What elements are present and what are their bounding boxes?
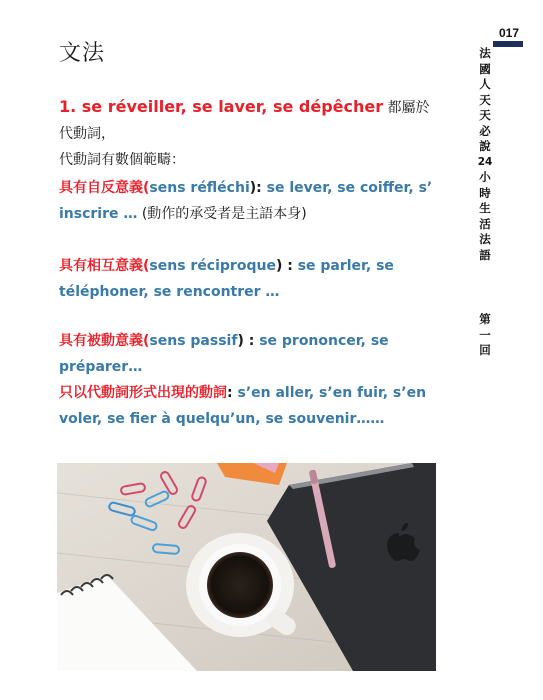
coffee-icon [207,552,273,618]
side-lesson-label [476,312,494,359]
paren: ): [249,180,262,196]
paragraph-text: 代動詞有數個範疇： [59,152,185,168]
desk-photo [57,463,436,671]
side-title-char: 生 [479,201,491,215]
paragraph-passive [59,328,434,380]
french-term: sens réfléchi [149,180,250,196]
side-title-char: 天 [479,92,491,107]
side-title-char: 小 [479,170,491,184]
side-title-char: 國 [479,61,491,76]
examples: se parler, se téléphoner, se rencontrer … [59,258,394,300]
side-title-char: 人 [479,77,491,91]
side-title-char: 法 [479,232,491,246]
french-term: sens réciproque [149,258,276,274]
paren: ( [143,258,150,274]
side-title-char: 時 [479,185,491,200]
side-book-title [476,46,494,263]
paragraph-text: 都屬於代動詞， [59,100,430,142]
side-subtitle-char: 回 [479,343,491,357]
french-term: sens passif [149,333,238,349]
paren: ( [143,333,150,349]
paren: ) : [237,333,260,349]
paragraph-reciprocal [59,253,434,305]
colon: : [227,385,233,401]
examples: s’en aller, s’en fuir, s’en voler, se fier à quelqu’un, se souvenir…… [59,385,427,427]
page-number: 017 [498,26,520,40]
note: (動作的承受者是主語本身) [137,206,307,222]
paragraph-pronominal-only [59,380,434,432]
paren: ) : [275,258,298,274]
pronominal-verbs-heading: 1. se réveiller, se laver, se dépêcher [59,97,384,116]
section-title: 文法 [59,41,106,66]
category-lead: 具有相互意義 [59,258,143,274]
page-number-bar [493,41,523,47]
examples: se prononcer, se préparer… [59,333,389,375]
category-lead: 具有 [59,180,87,196]
side-title-char: 說 [479,139,491,153]
examples: se lever, se coiffer, s’ inscrire … [59,180,433,222]
paragraph-pronominal-verbs [59,94,434,173]
side-title-char: 必 [479,123,491,138]
side-title-char: 24 [477,155,493,168]
side-subtitle-char: 一 [479,327,491,342]
paren: ( [143,180,150,196]
side-title-char: 活 [479,216,491,231]
category-lead: 只以代動詞形式出現的動詞 [59,385,227,401]
category-term: 自反意義 [87,180,143,196]
side-title-char: 天 [479,108,491,122]
category-lead: 具有被動意義 [59,333,143,349]
paragraph-reflexive [59,175,434,227]
side-title-char: 法 [479,46,491,60]
side-subtitle-char: 第 [479,312,491,326]
side-title-char: 語 [479,247,491,262]
